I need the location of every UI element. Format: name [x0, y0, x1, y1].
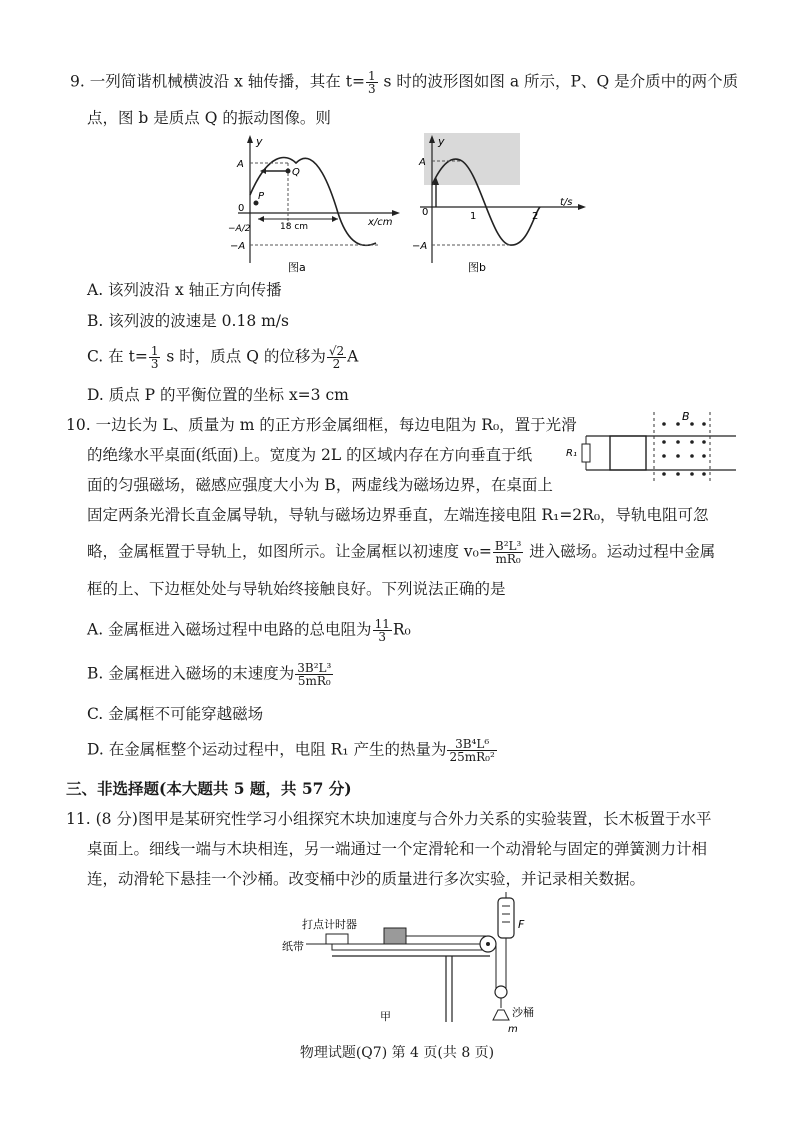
q10-line3: 面的匀强磁场，磁感应强度大小为 B，两虚线为磁场边界，在桌面上 [87, 476, 553, 494]
q11-F-label: F [518, 918, 525, 931]
figa-x-label: x/cm [368, 217, 393, 228]
q9-stem-line2: 点，图 b 是质点 Q 的振动图像。则 [87, 109, 331, 127]
figb-A-label: A [419, 157, 426, 168]
q9-figure-b [410, 133, 588, 273]
q11-m-label: m [508, 1024, 518, 1035]
q10-line2: 的绝缘水平桌面(纸面)上。宽度为 2L 的区域内存在方向垂直于纸 [87, 446, 533, 464]
figa-18cm-label: 18 cm [280, 222, 309, 232]
q9-option-b: B. 该列波的波速是 0.18 m/s [87, 312, 289, 330]
q11-line1: 11. (8 分)图甲是某研究性学习小组探究木块加速度与合外力关系的实验装置，长木板置于水平 [66, 810, 712, 828]
q9-optc-time-fraction: $\frac{1}{3}$ [150, 344, 159, 371]
q10-opta-fraction: $\frac{11}{3}$ [374, 617, 390, 644]
q11-tape-label: 纸带 [282, 940, 304, 953]
figa-Q-label: Q [292, 167, 300, 178]
figb-negA-label: −A [412, 241, 428, 252]
q9-option-a: A. 该列波沿 x 轴正方向传播 [87, 281, 282, 299]
figb-origin-label: 0 [422, 207, 429, 218]
q10-option-b: B. 金属框进入磁场的末速度为 $\frac{\text{3B²L³}}{\text{5mR₀}}$ [87, 661, 332, 688]
q9-stem-line1: 9. 一列简谐机械横波沿 x 轴传播，其在 t= $\frac{1}{3}$ s 时的波形图如图 a 所示，P、Q 是介质中的两个质 [70, 69, 739, 96]
q10-optb-fraction: $\frac{\text{3B²L³}}{\text{5mR₀}}$ [297, 661, 332, 688]
figa-caption: 图a [288, 261, 306, 273]
q11-line2: 桌面上。细线一端与木块相连，另一端通过一个定滑轮和一个动滑轮与固定的弹簧测力计相 [87, 840, 708, 858]
figa-negA-label: −A [230, 241, 246, 252]
q10-fig-R1-label: R₁ [566, 448, 577, 459]
figa-A-label: A [237, 159, 244, 170]
q10-option-d: D. 在金属框整个运动过程中，电阻 R₁ 产生的热量为 $\frac{\text{3B⁴L⁶}}{\text{25mR₀²}}$ [87, 737, 495, 764]
figb-t-label: t/s [560, 197, 573, 208]
figb-caption: 图b [468, 261, 486, 273]
figb-tick-2: 2 [532, 211, 539, 222]
figb-tick-1: 1 [470, 211, 477, 222]
q10-line6: 框的上、下边框处处与导轨始终接触良好。下列说法正确的是 [87, 580, 506, 598]
q9-option-c: C. 在 t= $\frac{1}{3}$ s 时，质点 Q 的位移为 $\frac{√2}{2}$ A [87, 344, 359, 371]
figa-P-label: P [258, 191, 265, 202]
q11-figure-caption: 甲 [380, 1010, 391, 1023]
q10-fig-B-label: B [682, 410, 690, 423]
q10-optd-fraction: $\frac{\text{3B⁴L⁶}}{\text{25mR₀²}}$ [449, 737, 495, 764]
q9-figure-a [228, 133, 400, 273]
q10-v0-fraction: $\frac{\text{B²L³}}{\text{mR₀}}$ [494, 539, 522, 566]
q11-apparatus-figure [278, 892, 540, 1038]
q10-option-c: C. 金属框不可能穿越磁场 [87, 705, 264, 723]
q11-bucket-label: 沙桶 [512, 1006, 534, 1019]
q11-line3: 连，动滑轮下悬挂一个沙桶。改变桶中沙的质量进行多次实验，并记录相关数据。 [87, 870, 646, 888]
q10-line1: 10. 一边长为 L、质量为 m 的正方形金属细框，每边电阻为 R₀，置于光滑 [66, 416, 577, 434]
figa-halfA-label: −A/2 [228, 224, 251, 234]
section3-heading: 三、非选择题(本大题共 5 题，共 57 分) [66, 779, 352, 798]
q10-line4: 固定两条光滑长直金属导轨，导轨与磁场边界垂直，左端连接电阻 R₁=2R₀，导轨电阻可忽 [87, 506, 709, 524]
q9-option-d: D. 质点 P 的平衡位置的坐标 x=3 cm [87, 386, 349, 404]
figa-y-label: y [256, 135, 263, 148]
q11-timer-label: 打点计时器 [302, 918, 357, 931]
q9-optc-disp-fraction: $\frac{√2}{2}$ [328, 344, 345, 371]
q9-time-fraction: $\frac{1}{3}$ [367, 69, 376, 96]
q10-option-a: A. 金属框进入磁场过程中电路的总电阻为 $\frac{11}{3}$ R₀ [87, 617, 411, 644]
q10-line5: 略，金属框置于导轨上，如图所示。让金属框以初速度 v₀= $\frac{\text{B²L³}}{\text{mR₀}}$ 进入磁场。运动过程中金属 [87, 539, 716, 566]
figb-y-label: y [438, 135, 445, 148]
figa-origin-label: 0 [238, 203, 245, 214]
page-footer: 物理试题(Q7) 第 4 页(共 8 页) [299, 1045, 495, 1061]
q10-figure [566, 408, 738, 486]
